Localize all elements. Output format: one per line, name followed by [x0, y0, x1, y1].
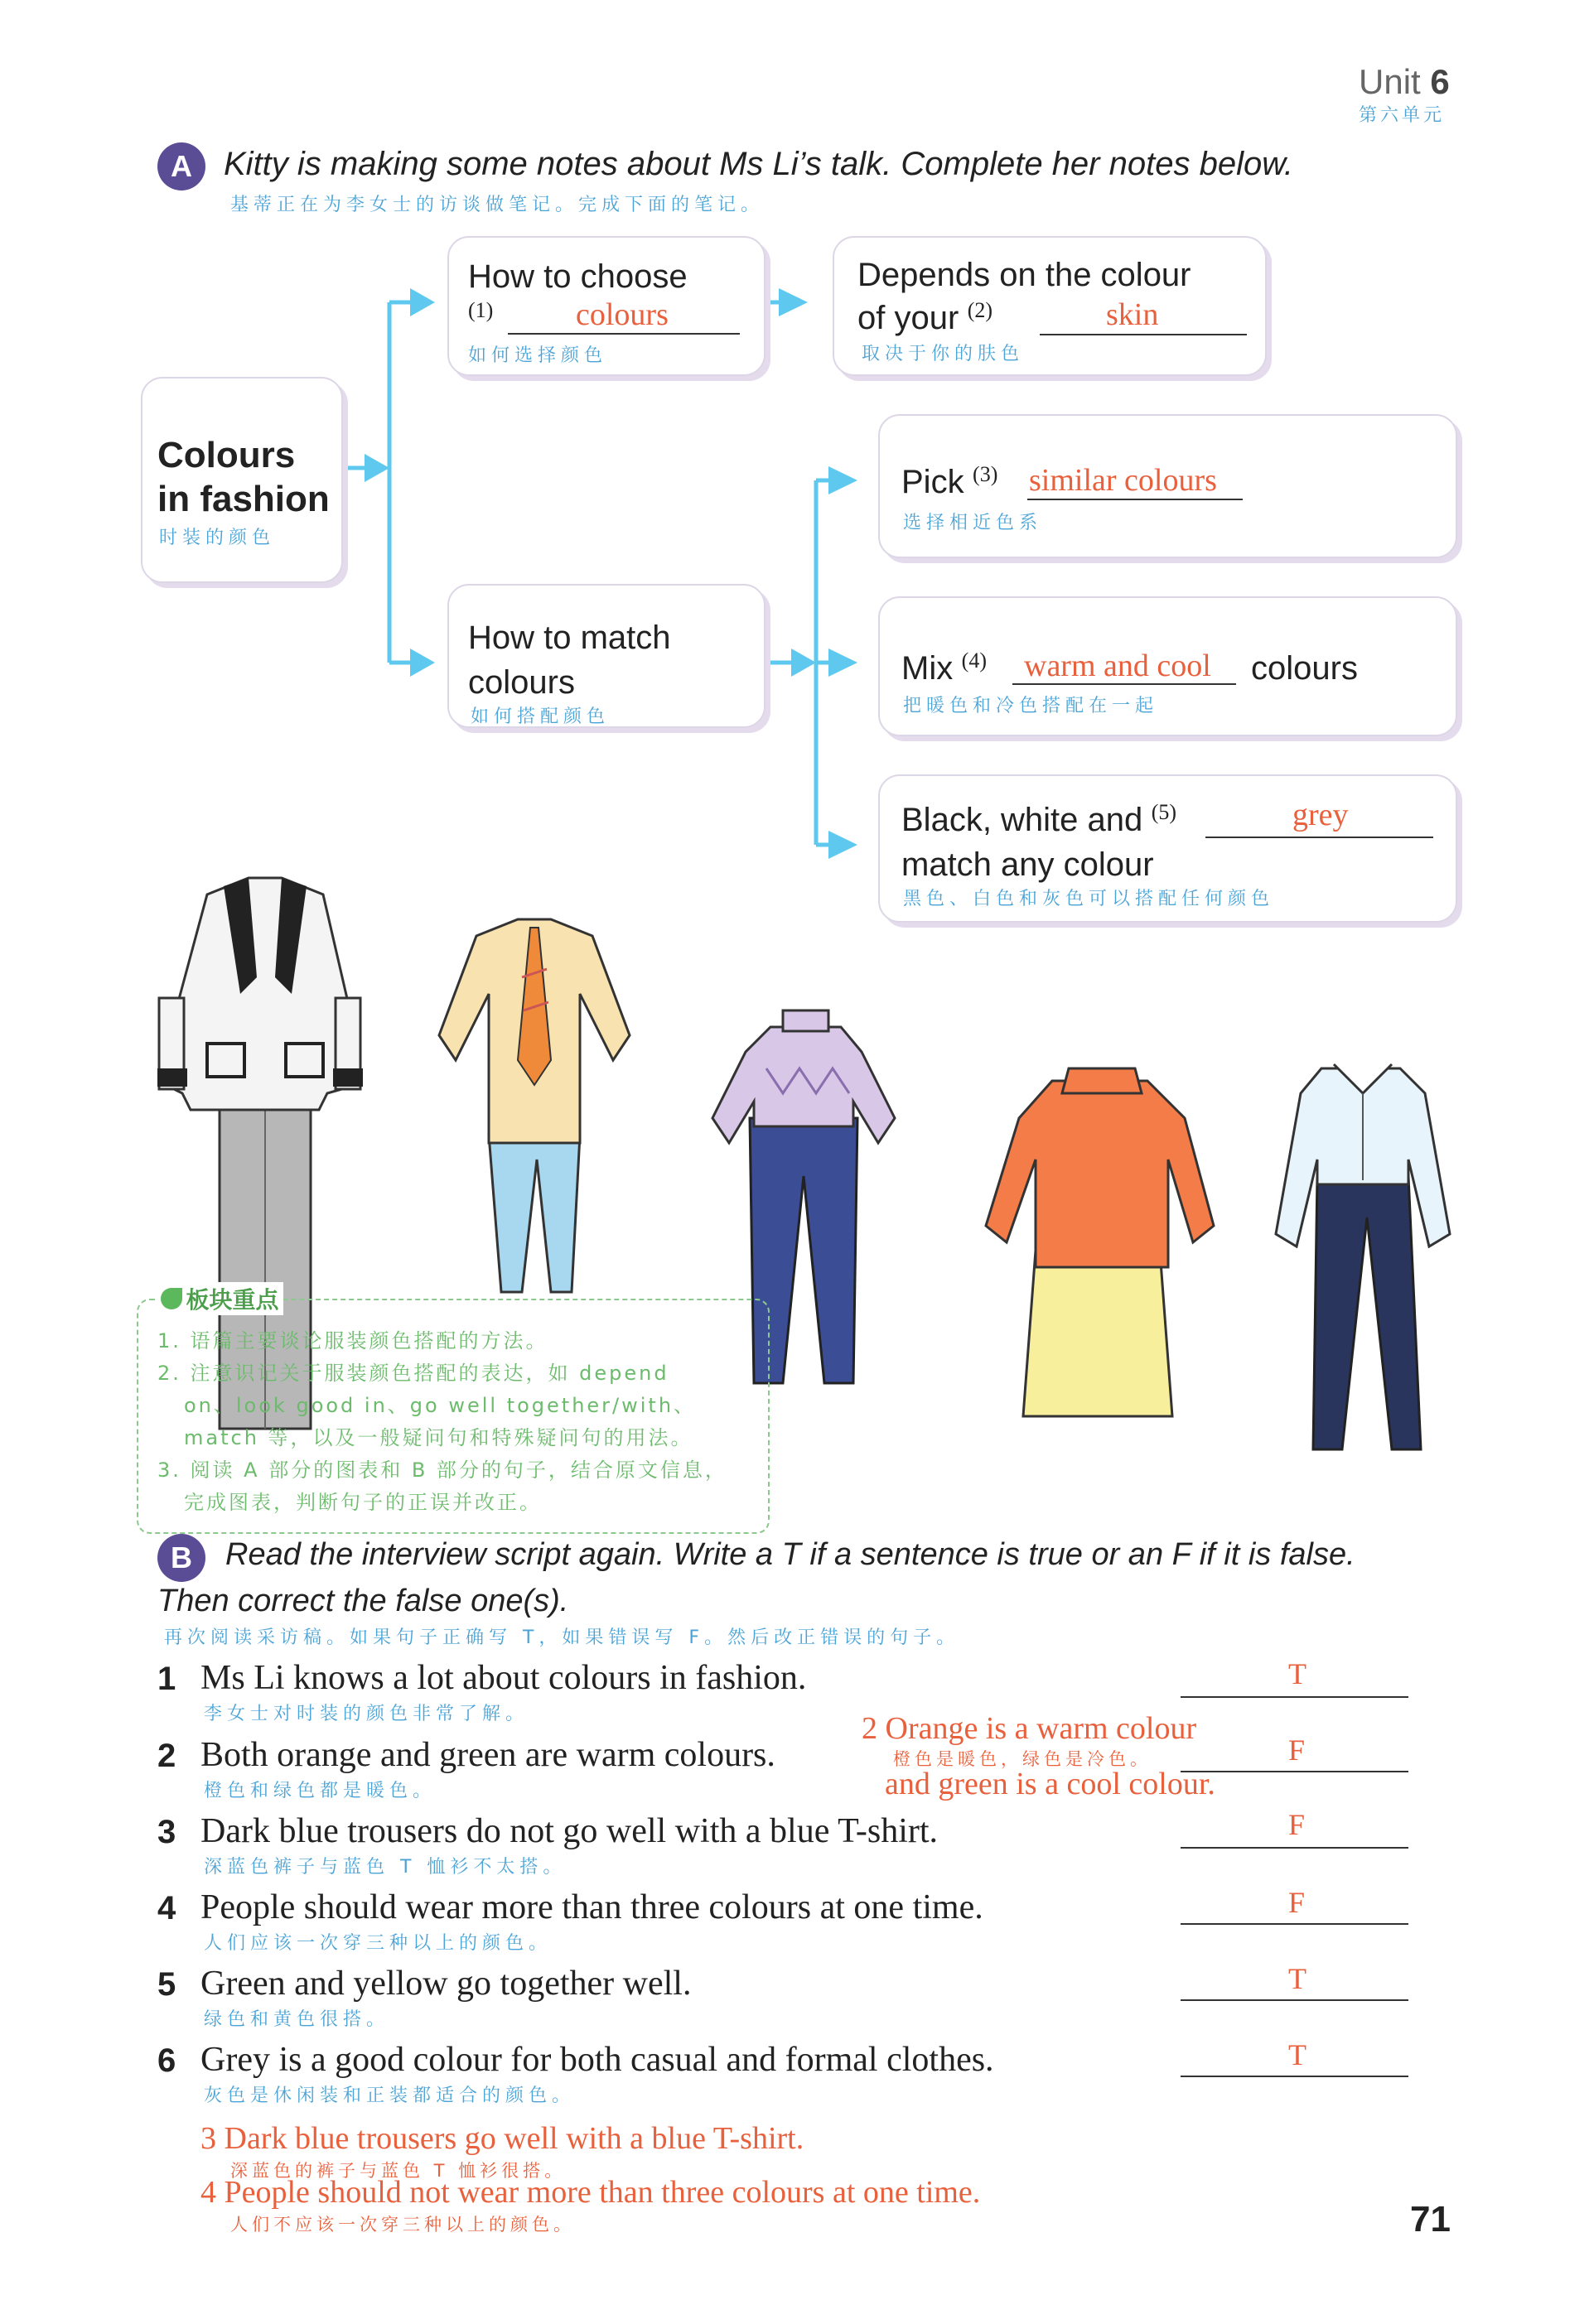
leaf-icon: [161, 1288, 182, 1309]
correction-4-cn: 人们不应该一次穿三种以上的颜色。: [230, 2215, 575, 2235]
item-text: Ms Li knows a lot about colours in fashion.: [200, 1659, 807, 1697]
mix-after: colours: [1251, 650, 1358, 687]
unit-number: 6: [1430, 62, 1450, 101]
choose-blank[interactable]: [508, 333, 740, 335]
depends-blank[interactable]: [1040, 334, 1247, 335]
item-text: Both orange and green are warm colours.: [200, 1736, 775, 1774]
match-cn: 如何搭配颜色: [471, 706, 611, 727]
arrow-head-icon: [410, 288, 435, 316]
section-b-instruction-line2: Then correct the false one(s).: [157, 1584, 569, 1618]
key-points-lines: [157, 1325, 727, 1519]
correction-2-cn: 橙色是暖色，绿色是冷色。: [893, 1749, 1152, 1769]
page-number: 71: [1410, 2199, 1451, 2240]
section-a-instruction-cn: 基蒂正在为李女士的访谈做笔记。完成下面的笔记。: [230, 195, 765, 215]
correction-3: 3 Dark blue trousers go well with a blue T-shirt.: [200, 2121, 804, 2156]
arrow-head-icon: [410, 649, 435, 677]
choose-line1: How to choose: [468, 258, 688, 295]
arrow-head-icon: [779, 288, 808, 316]
item-cn: 人们应该一次穿三种以上的颜色。: [204, 1933, 553, 1954]
pick-number: (3): [973, 462, 998, 486]
item-number: 4: [157, 1890, 176, 1926]
choose-answer: colours: [576, 297, 669, 332]
choose-number: (1): [468, 298, 494, 322]
root-line2: in fashion: [157, 479, 330, 519]
unit-label-cn: 第六单元: [1359, 105, 1446, 126]
choose-blank-row: [468, 297, 669, 332]
pick-cn: 选择相近色系: [903, 513, 1043, 533]
arrow-head-icon: [791, 649, 816, 677]
key-point-line: 1. 语篇主要谈论服装颜色搭配的方法。: [157, 1329, 548, 1352]
key-points-title: 板块重点: [186, 1286, 279, 1314]
answer-mark: F: [1288, 1808, 1306, 1841]
depends-answer: skin: [1106, 297, 1159, 332]
section-b-badge: B: [157, 1534, 205, 1582]
key-point-line: 2. 注意识记关于服装颜色搭配的表达，如 depend: [157, 1362, 669, 1385]
arrow-head-icon: [828, 649, 857, 677]
choose-cn: 如何选择颜色: [468, 345, 608, 366]
black-number: (5): [1151, 800, 1177, 824]
section-b-instruction-line1: Read the interview script again. Write a T if a sentence is true or an F if it is false.: [225, 1537, 1355, 1572]
key-point-line: 3. 阅读 A 部分的图表和 B 部分的句子，结合原文信息，: [157, 1459, 727, 1482]
answer-mark: T: [1288, 1962, 1306, 1995]
mix-number: (4): [961, 649, 987, 673]
section-a-instruction: Kitty is making some notes about Ms Li’s talk. Complete her notes below.: [224, 146, 1293, 182]
item-number: 2: [157, 1738, 176, 1774]
outfit-orange-sweater-yellow-skirt: [986, 1068, 1214, 1416]
depends-line1: Depends on the colour: [857, 257, 1191, 293]
match-line1: How to match: [468, 620, 671, 656]
mix-row: [901, 650, 992, 687]
correction-2-line1: 2 Orange is a warm colour: [862, 1711, 1197, 1746]
black-answer: grey: [1292, 798, 1349, 832]
item-text: Grey is a good colour for both casual and formal clothes.: [200, 2041, 994, 2079]
item-text: People should wear more than three colours at one time.: [200, 1888, 983, 1926]
outfit-white-blouse-navy-trousers: [1276, 1064, 1450, 1449]
outfit-yellow-shirt-blue-trousers: [439, 919, 630, 1292]
section-a-badge: A: [157, 142, 205, 190]
answer-mark: F: [1288, 1886, 1306, 1919]
depends-line2-row: [857, 300, 997, 337]
item-cn: 李女士对时装的颜色非常了解。: [204, 1704, 529, 1724]
depends-number: (2): [967, 298, 993, 322]
arrow-head-icon: [828, 466, 857, 494]
correction-2-line2: and green is a cool colour.: [885, 1767, 1215, 1801]
black-row: [901, 802, 1181, 839]
root-cn: 时装的颜色: [159, 528, 276, 548]
black-cn: 黑色、白色和灰色可以搭配任何颜色: [903, 889, 1275, 909]
answer-mark: T: [1288, 2038, 1306, 2071]
item-cn: 绿色和黄色很搭。: [204, 2009, 390, 2030]
pick-row: [901, 464, 1002, 501]
key-point-line: 完成图表，判断句子的正误并改正。: [184, 1491, 542, 1514]
black-blank[interactable]: [1205, 837, 1433, 838]
item-text: Dark blue trousers do not go well with a blue T-shirt.: [200, 1812, 939, 1850]
item-number: 3: [157, 1814, 176, 1850]
pick-blank[interactable]: [1027, 499, 1243, 500]
black-line2: match any colour: [901, 846, 1154, 883]
item-cn: 深蓝色裤子与蓝色 T 恤衫不太搭。: [204, 1857, 567, 1878]
answer-mark: F: [1288, 1733, 1306, 1767]
answer-mark: T: [1288, 1657, 1306, 1690]
root-line1: Colours: [157, 435, 296, 475]
key-point-line: match 等，以及一般疑问句和特殊疑问句的用法。: [184, 1426, 693, 1449]
correction-4: 4 People should not wear more than three colours at one time.: [200, 2175, 981, 2210]
depends-line2: of your: [857, 300, 959, 336]
depends-cn: 取决于你的肤色: [862, 344, 1025, 364]
item-text: Green and yellow go together well.: [200, 1965, 692, 2003]
black-line1: Black, white and: [901, 802, 1143, 838]
item-number: 6: [157, 2042, 176, 2079]
item-cn: 橙色和绿色都是暖色。: [204, 1781, 437, 1801]
mix-answer: warm and cool: [1024, 649, 1211, 683]
item-cn: 灰色是休闲装和正装都适合的颜色。: [204, 2085, 576, 2106]
key-point-line: on、look good in、go well together/with、: [184, 1394, 697, 1417]
arrow-head-icon: [365, 454, 389, 482]
pick-label: Pick: [901, 464, 964, 500]
item-number: 1: [157, 1661, 176, 1697]
section-b-instruction-cn: 再次阅读采访稿。如果句子正确写 T，如果错误写 F。然后改正错误的句子。: [164, 1627, 960, 1648]
correction-3-cn: 深蓝色的裤子与蓝色 T 恤衫很搭。: [230, 2161, 567, 2181]
match-line2: colours: [468, 664, 575, 701]
key-points-header: [156, 1282, 283, 1315]
mix-label: Mix: [901, 650, 954, 687]
mix-cn: 把暖色和冷色搭配在一起: [903, 696, 1159, 716]
unit-word: Unit: [1359, 62, 1421, 101]
item-number: 5: [157, 1966, 176, 2003]
pick-answer: similar colours: [1029, 463, 1217, 498]
